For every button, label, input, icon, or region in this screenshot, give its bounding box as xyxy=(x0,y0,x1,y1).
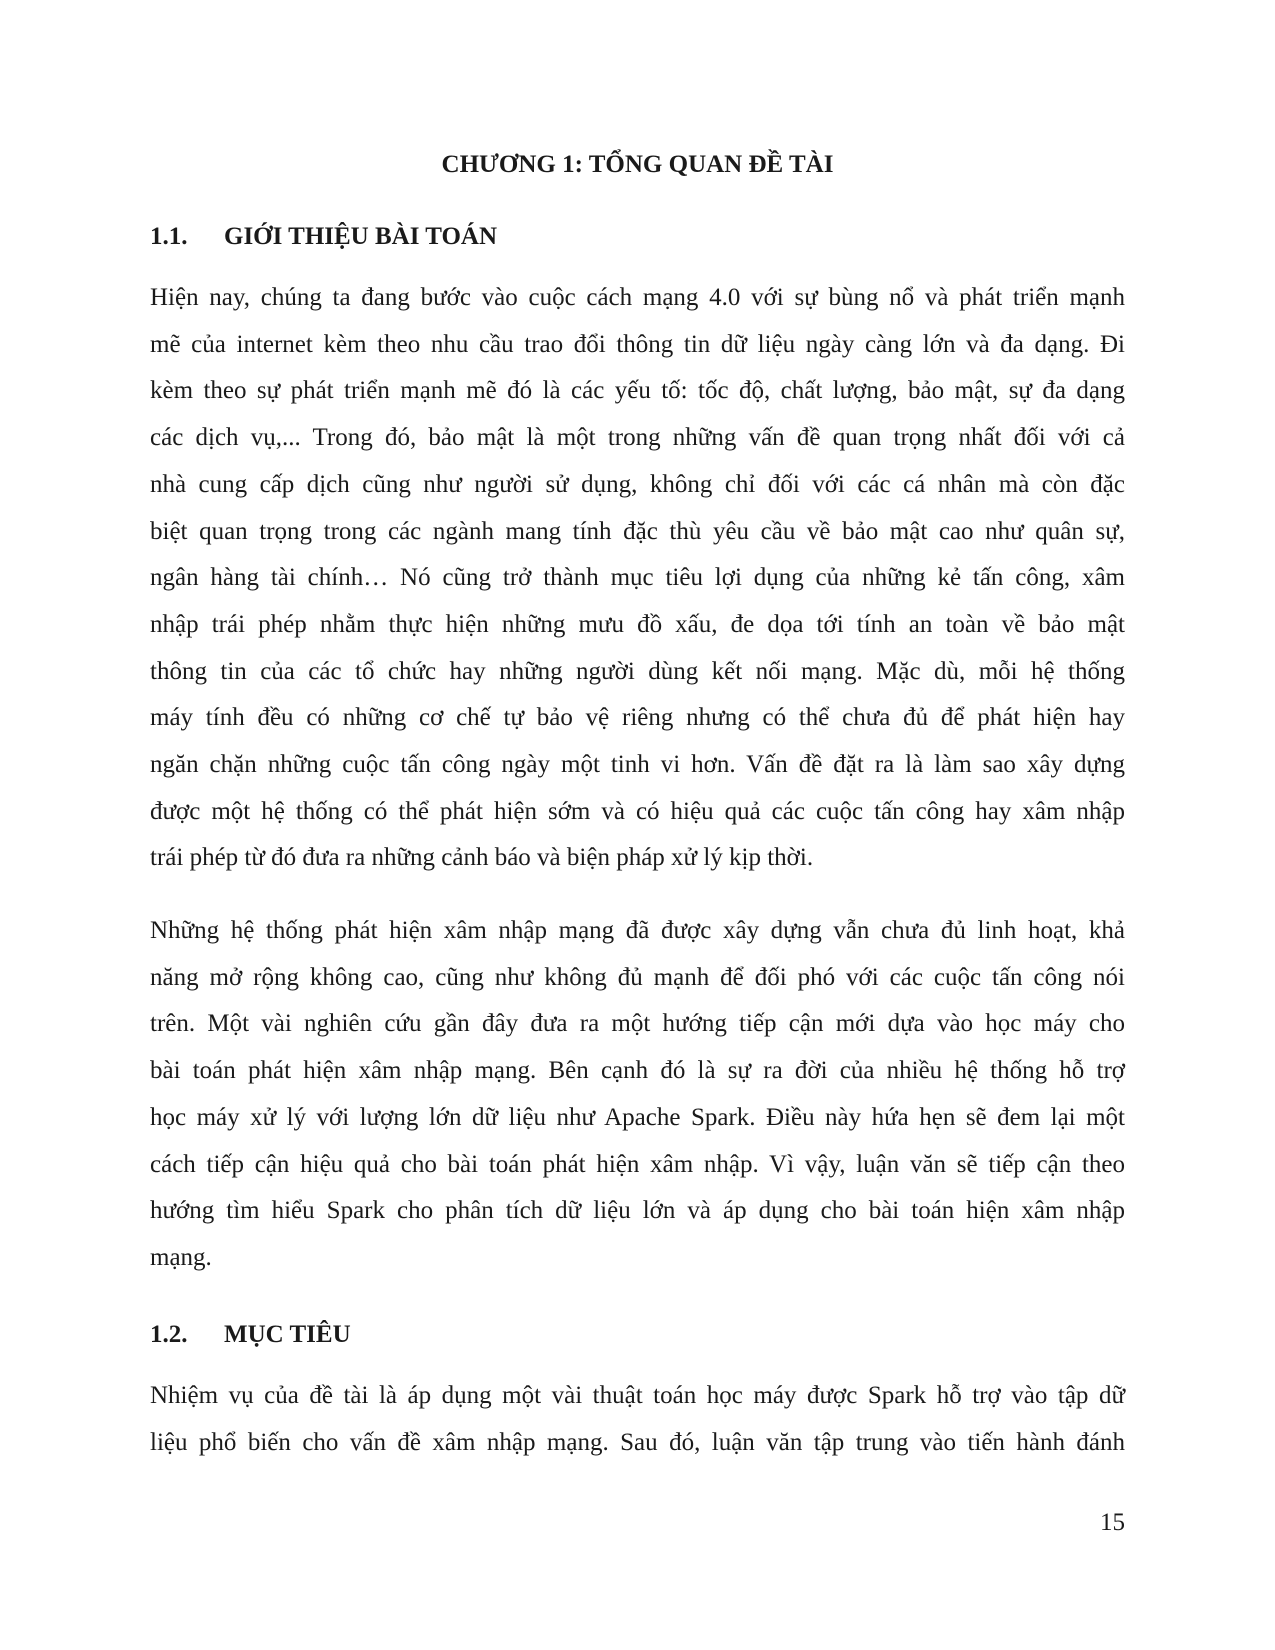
paragraph-intro xyxy=(150,275,1125,882)
text-line: được một hệ thống có thể phát hiện sớm và có hiệu quả các cuộc tấn công hay xâm nhập xyxy=(150,797,1125,825)
text-line: trên. Một vài nghiên cứu gần đây đưa ra một hướng tiếp cận mới dựa vào học máy cho xyxy=(150,1010,1125,1038)
text-line: Những hệ thống phát hiện xâm nhập mạng đã được xây dựng vẫn chưa đủ linh hoạt, khả xyxy=(150,917,1125,944)
page-number: 15 xyxy=(1100,1509,1125,1536)
section-number: 1.1. xyxy=(150,223,188,250)
text-line: biệt quan trọng trong các ngành mang tính đặc thù yêu cầu về bảo mật cao như quân sự, xyxy=(150,517,1125,545)
text-line: máy tính đều có những cơ chế tự bảo vệ riêng nhưng có thể chưa đủ để phát hiện hay xyxy=(150,704,1125,732)
text-line: học máy xử lý với lượng lớn dữ liệu như Apache Spark. Điều này hứa hẹn sẽ đem lại một xyxy=(150,1103,1125,1131)
section-title: GIỚI THIỆU BÀI TOÁN xyxy=(224,223,498,250)
text-line: liệu phổ biến cho vấn đề xâm nhập mạng. Sau đó, luận văn tập trung vào tiến hành đánh xyxy=(150,1428,1125,1456)
paragraph-approach xyxy=(150,908,1125,1282)
text-line: kèm theo sự phát triển mạnh mẽ đó là các yếu tố: tốc độ, chất lượng, bảo mật, sự đa dạng xyxy=(150,377,1125,405)
text-line: mẽ của internet kèm theo nhu cầu trao đổi thông tin dữ liệu ngày càng lớn và đa dạng. Đi xyxy=(150,330,1125,358)
text-line: cách tiếp cận hiệu quả cho bài toán phát hiện xâm nhập. Vì vậy, luận văn sẽ tiếp cận theo xyxy=(150,1150,1125,1178)
text-line: hướng tìm hiểu Spark cho phân tích dữ liệu lớn và áp dụng cho bài toán hiện xâm nhập xyxy=(150,1197,1125,1225)
chapter-title: CHƯƠNG 1: TỔNG QUAN ĐỀ TÀI xyxy=(441,151,834,178)
text-line: nhà cung cấp dịch cũng như người sử dụng, không chỉ đối với các cá nhân mà còn đặc xyxy=(150,470,1125,498)
text-line: bài toán phát hiện xâm nhập mạng. Bên cạnh đó là sự ra đời của nhiều hệ thống hỗ trợ xyxy=(150,1057,1125,1085)
section-heading-1-1 xyxy=(150,220,497,254)
text-line: ngân hàng tài chính… Nó cũng trở thành mục tiêu lợi dụng của những kẻ tấn công, xâm xyxy=(150,564,1125,592)
section-title: MỤC TIÊU xyxy=(224,1321,351,1348)
text-line: trái phép từ đó đưa ra những cảnh báo và biện pháp xử lý kịp thời. xyxy=(150,844,814,872)
paragraph-objective xyxy=(150,1373,1125,1466)
text-line: các dịch vụ,... Trong đó, bảo mật là một trong những vấn đề quan trọng nhất đối với cả xyxy=(150,424,1125,452)
text-line: ngăn chặn những cuộc tấn công ngày một tinh vi hơn. Vấn đề đặt ra là làm sao xây dựng xyxy=(150,751,1125,779)
section-number: 1.2. xyxy=(150,1321,188,1348)
text-line: mạng. xyxy=(150,1243,212,1271)
text-line: năng mở rộng không cao, cũng như không đủ mạnh để đối phó với các cuộc tấn công nói xyxy=(150,963,1125,991)
text-line: Hiện nay, chúng ta đang bước vào cuộc cách mạng 4.0 với sự bùng nổ và phát triển mạnh xyxy=(150,284,1125,311)
section-heading-1-2 xyxy=(150,1318,351,1352)
text-line: Nhiệm vụ của đề tài là áp dụng một vài thuật toán học máy được Spark hỗ trợ vào tập dữ xyxy=(150,1382,1125,1409)
text-line: thông tin của các tổ chức hay những người dùng kết nối mạng. Mặc dù, mỗi hệ thống xyxy=(150,657,1125,685)
text-line: nhập trái phép nhằm thực hiện những mưu đồ xấu, đe dọa tới tính an toàn về bảo mật xyxy=(150,610,1125,638)
